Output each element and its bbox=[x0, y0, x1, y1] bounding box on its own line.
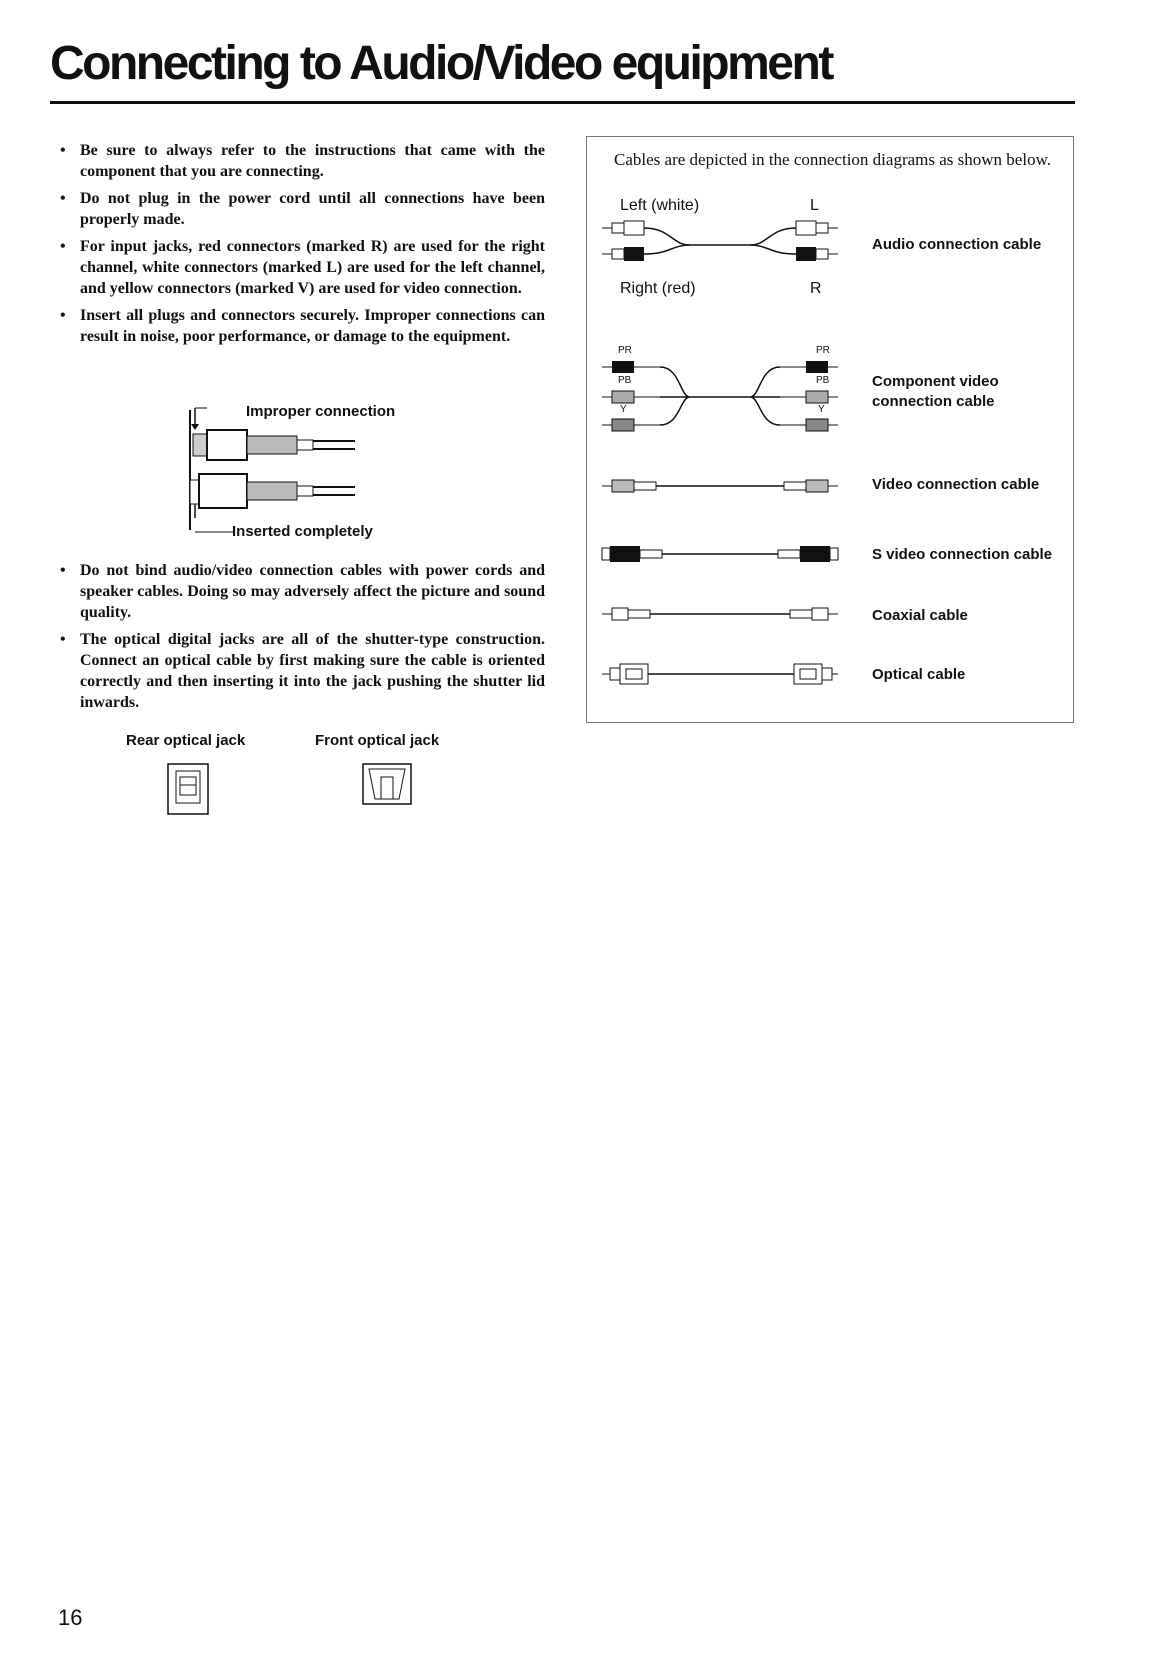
right-red-label: Right (red) bbox=[620, 280, 696, 297]
panel-caption: Cables are depicted in the connection diagrams as shown below. bbox=[614, 150, 1051, 169]
svideo-cable-icon bbox=[600, 545, 840, 563]
front-optical-jack-label: Front optical jack bbox=[315, 732, 440, 749]
component-cable-label-line2: connection cable bbox=[872, 393, 995, 410]
bullet-item: • Be sure to always refer to the instructions that came with the component that you are connecting. bbox=[60, 140, 545, 182]
video-cable-icon bbox=[600, 478, 840, 494]
video-cable-label: Video connection cable bbox=[872, 476, 1040, 493]
improper-connection-label: Improper connection bbox=[246, 403, 396, 420]
audio-cable-icon bbox=[600, 215, 840, 270]
inserted-completely-label: Inserted completely bbox=[232, 523, 373, 540]
left-mark: L bbox=[810, 197, 819, 214]
bullet-list-top bbox=[60, 140, 545, 353]
pr-right-label: PR bbox=[816, 345, 830, 356]
y-left-label: Y bbox=[620, 404, 627, 415]
bullet-item: • The optical digital jacks are all of the shutter-type construction. Connect an optical cable by first making sure the cable is oriented correctly and then inserting it into the jack pushing the shutter lid inwards. bbox=[60, 629, 545, 713]
rear-optical-jack-label: Rear optical jack bbox=[126, 732, 246, 749]
svideo-cable-label: S video connection cable bbox=[872, 546, 1053, 563]
optical-cable-icon bbox=[600, 663, 840, 685]
optical-cable-label: Optical cable bbox=[872, 666, 966, 683]
bullet-item: • Insert all plugs and connectors securely. Improper connections can result in noise, poor performance, or damage to the equipment. bbox=[60, 305, 545, 347]
pb-right-label: PB bbox=[816, 375, 830, 386]
component-cable-label-line1: Component video bbox=[872, 373, 999, 390]
right-mark: R bbox=[810, 280, 822, 297]
page-title: Connecting to Audio/Video equipment bbox=[50, 37, 832, 90]
rear-optical-jack-icon bbox=[167, 763, 209, 815]
bullet-list-bottom bbox=[60, 560, 545, 719]
connection-figure bbox=[185, 400, 365, 535]
bullet-item: • Do not plug in the power cord until all connections have been properly made. bbox=[60, 188, 545, 230]
title-rule bbox=[50, 101, 1075, 104]
y-right-label: Y bbox=[818, 404, 825, 415]
page-number: 16 bbox=[58, 1605, 83, 1630]
coaxial-cable-label: Coaxial cable bbox=[872, 607, 968, 624]
component-cable-icon bbox=[600, 355, 840, 430]
front-optical-jack-icon bbox=[362, 763, 412, 805]
pr-left-label: PR bbox=[618, 345, 632, 356]
audio-cable-label: Audio connection cable bbox=[872, 236, 1042, 253]
coaxial-cable-icon bbox=[600, 606, 840, 622]
pb-left-label: PB bbox=[618, 375, 632, 386]
left-white-label: Left (white) bbox=[620, 197, 700, 214]
bullet-item: • Do not bind audio/video connection cables with power cords and speaker cables. Doing so may adversely affect the picture and sound quality. bbox=[60, 560, 545, 623]
bullet-item: • For input jacks, red connectors (marked R) are used for the right channel, white connectors (marked L) are used for the left channel, and yellow connectors (marked V) are used for video connection. bbox=[60, 236, 545, 299]
